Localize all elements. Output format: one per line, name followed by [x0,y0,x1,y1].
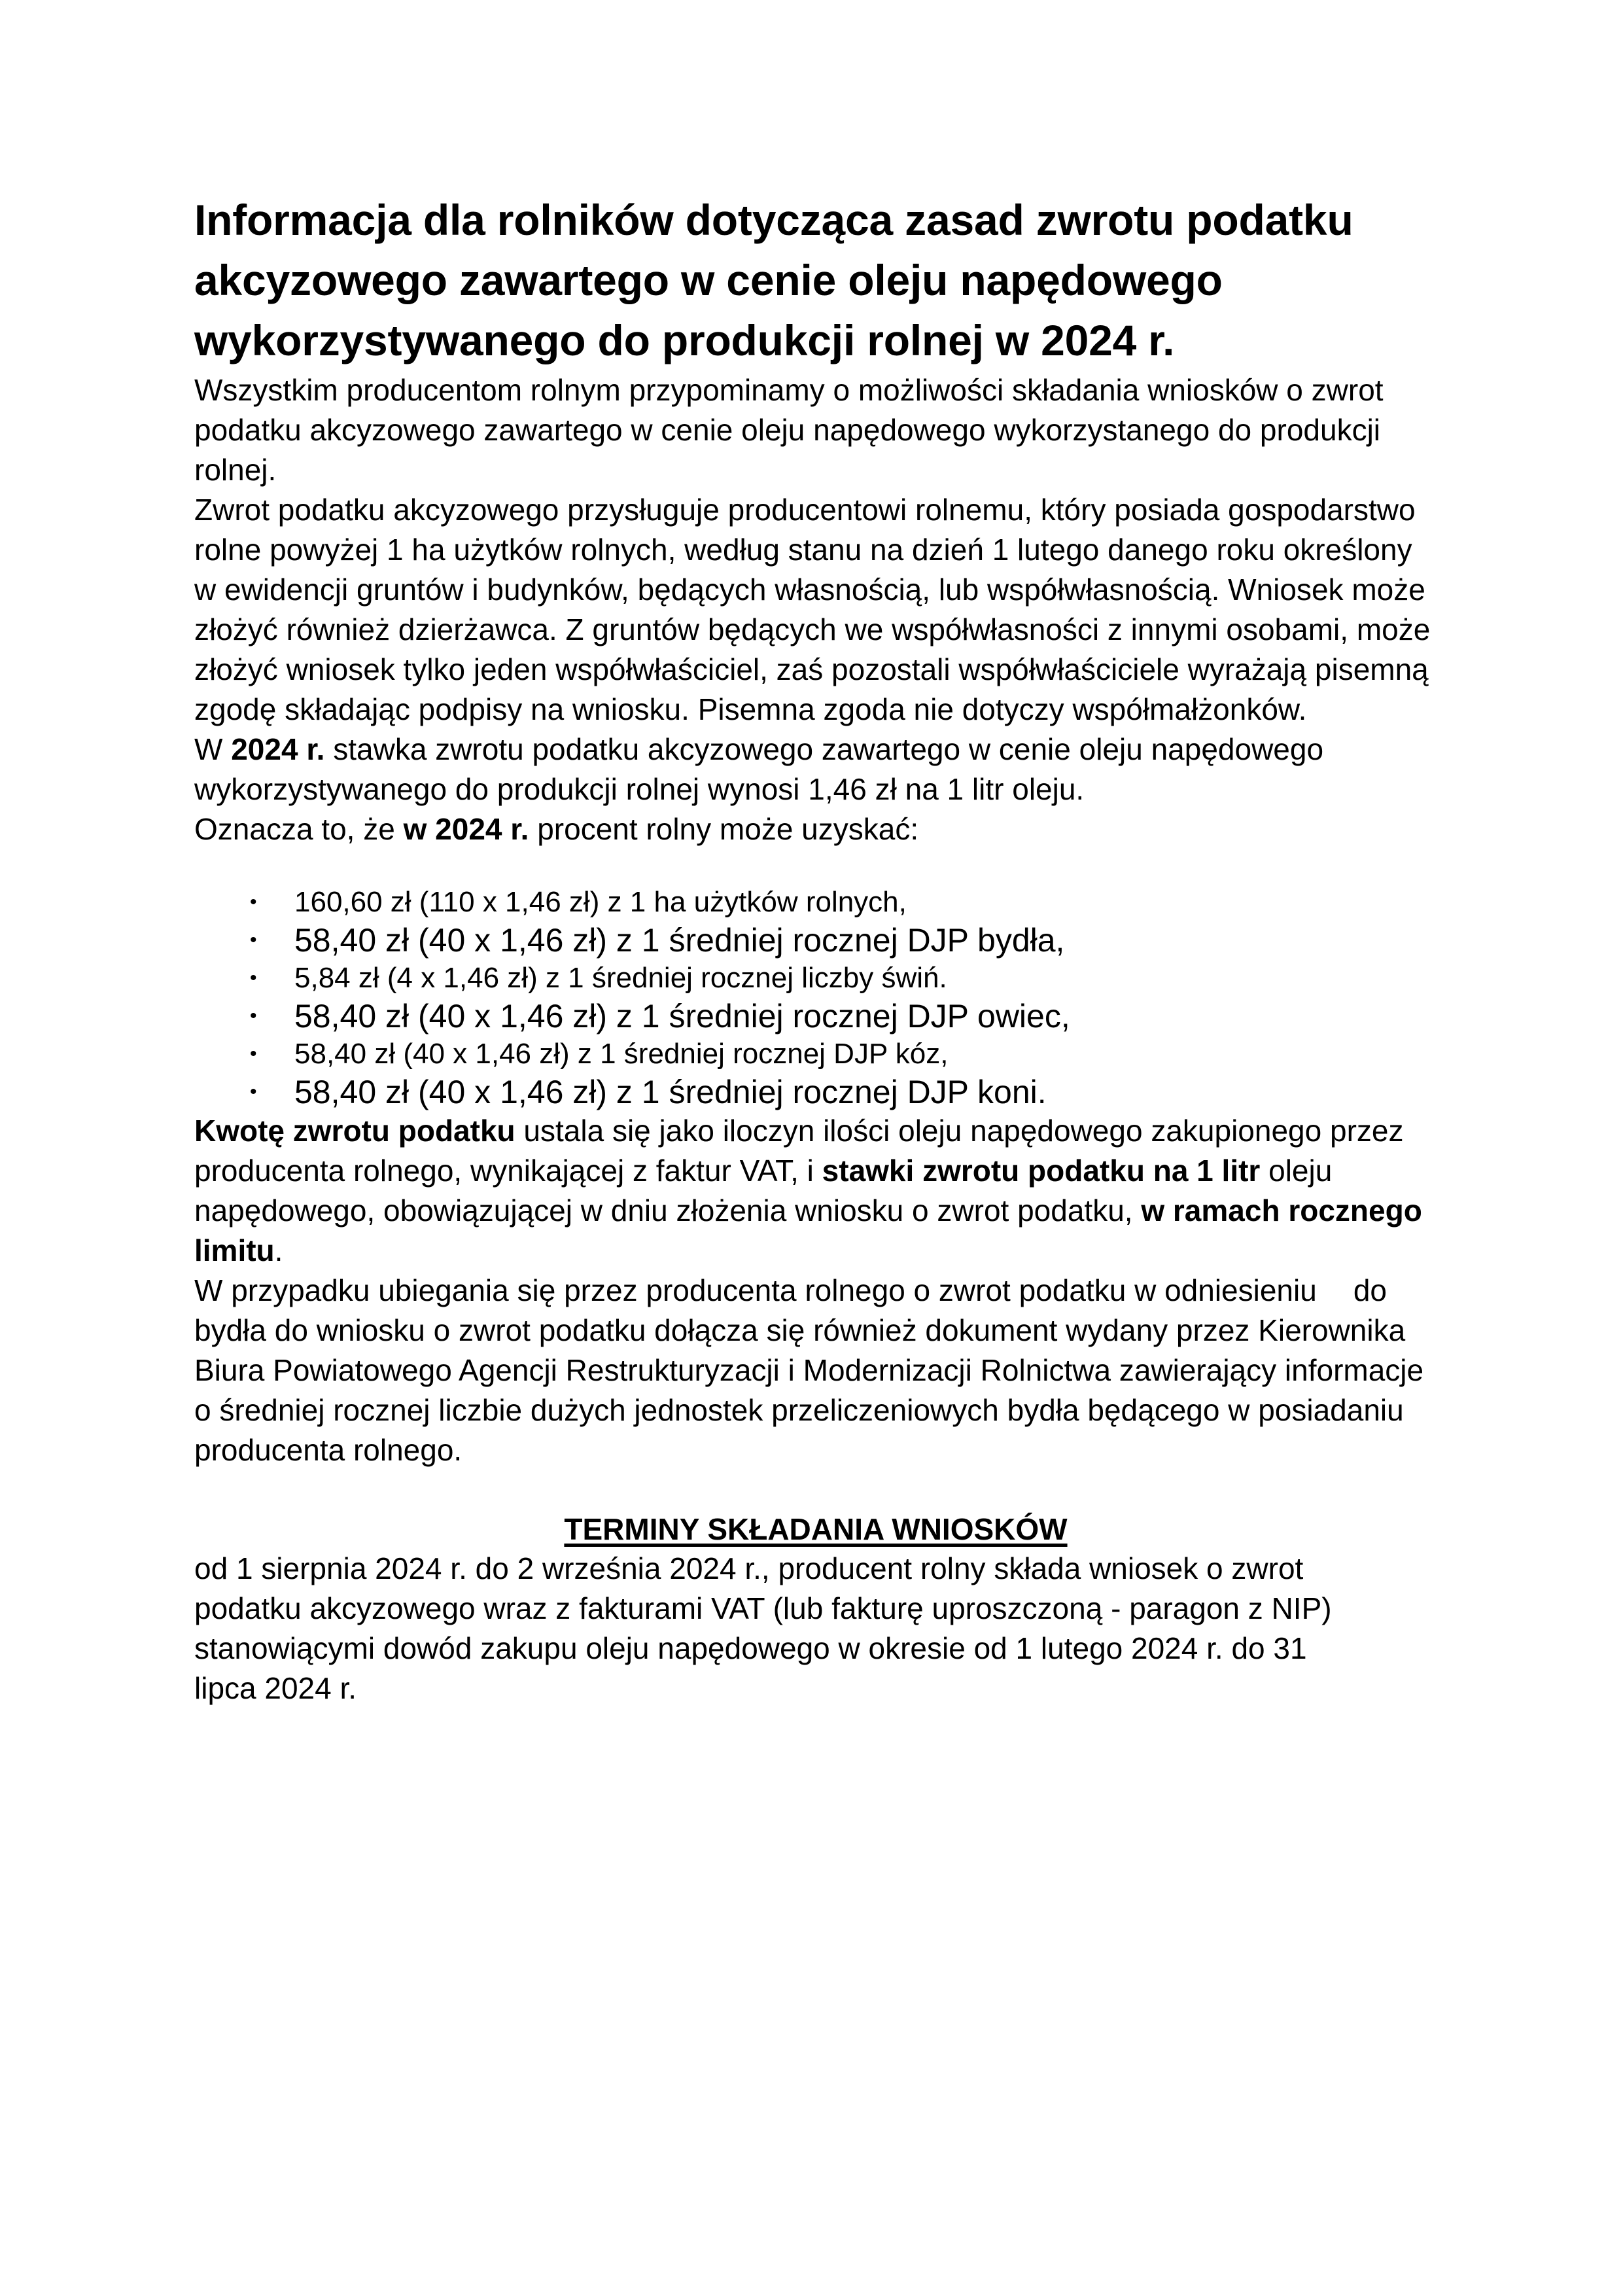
eligibility-paragraph: Zwrot podatku akcyzowego przysługuje producentowi rolnemu, który posiada gospodarstwo rolne powyżej 1 ha użytków rolnych, według stanu na dzień 1 lutego danego roku określony w ewidencji gruntów i budynków, będących własnością, lub współwłasnością. Wniosek może złożyć również dzierżawca. Z gruntów będących we współwłasności z innymi osobami, może złożyć wniosek tylko jeden współwłaściciel, zaś pozostali współwłaściciele wyrażają pisemną zgodę składając podpisy na wniosku. Pisemna zgoda nie dotyczy współmałżonków. [194,493,1431,726]
bullet-icon: • [250,967,257,989]
deadline-paragraph: od 1 sierpnia 2024 r. do 2 września 2024 r., producent rolny składa wniosek o zwrot podatku akcyzowego wraz z fakturami VAT (lub fakturę uproszczoną - paragon z NIP) stanowiącymi dowód zakupu oleju napędowego w okresie od 1 lutego 2024 r. do 31 lipca 2024 r. [194,1551,1332,1705]
list-item-text: 5,84 zł (4 x 1,46 zł) z 1 średniej rocznej liczby świń. [294,962,947,994]
list-item [250,997,1437,1035]
amount-text-3: . [274,1233,283,1267]
list-item [250,921,1437,959]
amount-text-2: oleju napędowego, obowiązującej w dniu złożenia wniosku o zwrot podatku, [194,1154,1333,1227]
list-item [250,1035,1437,1073]
list-item [250,883,1437,921]
amount-bold-1: Kwotę zwrotu podatku [194,1114,515,1148]
document-title: Informacja dla rolników dotycząca zasad zwrotu podatku akcyzowego zawartego w cenie oleju napędowego wykorzystywanego do produkcji rolnej w 2024 r. [194,196,1353,364]
amount-text-1: ustala się jako iloczyn ilości oleju napędowego zakupionego przez producenta rolnego, wynikającej z faktur VAT, i [194,1114,1404,1188]
amount-bold-2: stawki zwrotu podatku na 1 litr [822,1154,1261,1188]
means-paragraph [194,809,1437,849]
bullet-icon: • [250,891,257,913]
amount-paragraph [194,1111,1437,1271]
bullet-icon: • [250,1081,257,1103]
document-page [194,190,1437,1708]
refund-limits-list [194,883,1437,1111]
list-item-text: 58,40 zł (40 x 1,46 zł) z 1 średniej rocznej DJP koni. [294,1074,1047,1110]
means-prefix: Oznacza to, że [194,812,404,846]
means-suffix: procent rolny może uzyskać: [529,812,919,846]
rate-suffix: stawka zwrotu podatku akcyzowego zawartego w cenie oleju napędowego wykorzystywanego do produkcji rolnej wynosi 1,46 zł na 1 litr oleju. [194,732,1324,806]
deadlines-heading-text: TERMINY SKŁADANIA WNIOSKÓW [564,1512,1068,1546]
cattle-text-1: W przypadku ubiegania się przez producenta rolnego o zwrot podatku w odniesieniu [194,1273,1317,1307]
list-item-text: 58,40 zł (40 x 1,46 zł) z 1 średniej rocznej DJP bydła, [294,922,1065,959]
list-item-text: 58,40 zł (40 x 1,46 zł) z 1 średniej rocznej DJP owiec, [294,998,1070,1034]
list-item-text: 160,60 zł (110 x 1,46 zł) z 1 ha użytków rolnych, [294,886,907,918]
intro-paragraph: Wszystkim producentom rolnym przypominamy o możliwości składania wniosków o zwrot podatku akcyzowego zawartego w cenie oleju napędowego wykorzystanego do produkcji rolnej. [194,373,1384,487]
bullet-icon: • [250,1043,257,1065]
rate-prefix: W [194,732,232,766]
amount-bold-3: w ramach rocznego limitu [194,1193,1422,1267]
list-item-text: 58,40 zł (40 x 1,46 zł) z 1 średniej rocznej DJP kóz, [294,1038,949,1070]
list-item [250,959,1437,997]
cattle-paragraph [194,1271,1437,1470]
bullet-icon: • [250,1005,257,1027]
list-item [250,1073,1437,1111]
bullet-icon: • [250,929,257,951]
rate-paragraph [194,730,1437,809]
rate-year: 2024 r. [231,732,325,766]
means-year: w 2024 r. [403,812,529,846]
deadlines-heading [194,1510,1437,1549]
cattle-text-2: do bydła do wniosku o zwrot podatku dołącza się również dokument wydany przez Kierownika Biura Powiatowego Agencji Restrukturyzacji i Modernizacji Rolnictwa zawierający informacje o średniej rocznej liczbie dużych jednostek przeliczeniowych bydła będącego w posiadaniu producenta rolnego. [194,1273,1424,1467]
